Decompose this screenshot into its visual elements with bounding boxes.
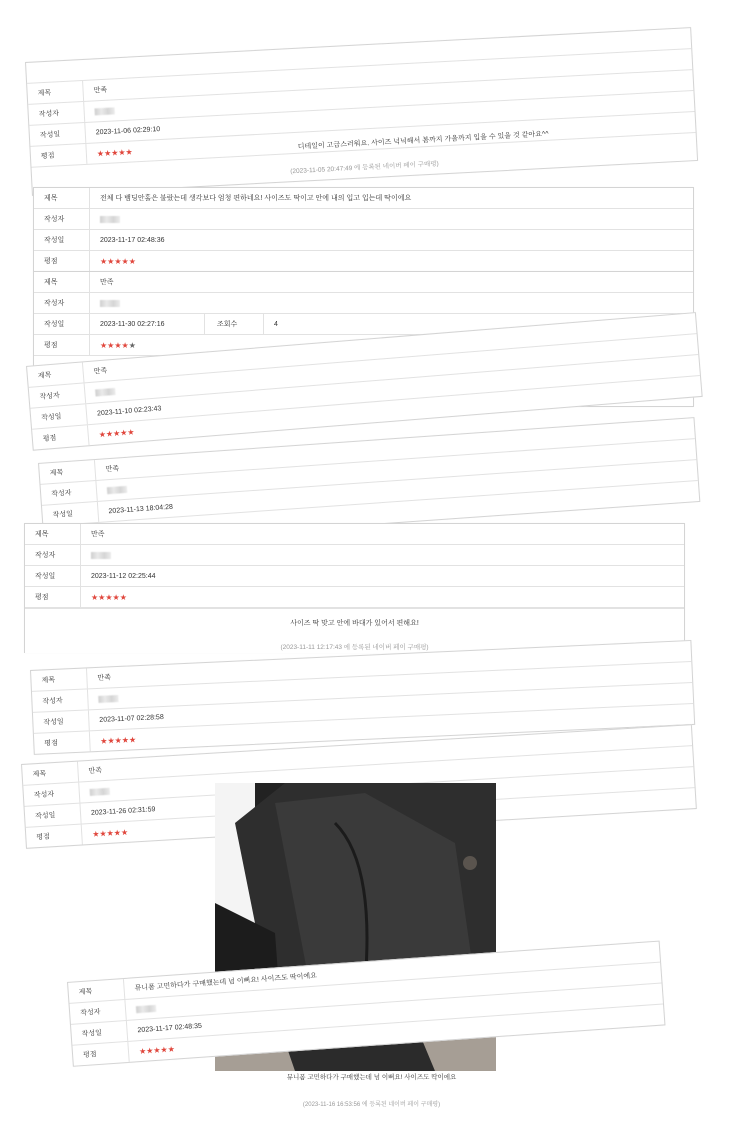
rating-label: 평점 xyxy=(30,144,87,167)
rating-stars: ★★★★★ xyxy=(138,1044,176,1056)
rating-label: 평점 xyxy=(26,825,83,848)
date-value: 2023-11-07 02:28:58 xyxy=(99,713,164,724)
rating-stars: ★★★★★ xyxy=(92,827,129,839)
title-row xyxy=(25,524,684,545)
date-row xyxy=(25,566,684,587)
title-row xyxy=(34,272,693,293)
author-blurred xyxy=(98,695,118,703)
rating-label: 평점 xyxy=(34,731,91,754)
photo-registered: (2023-11-16 16:53:56 에 등록된 네이버 페이 구매평) xyxy=(302,1102,441,1108)
author-label: 작성자 xyxy=(25,545,81,565)
title-value: 만족 xyxy=(91,531,105,538)
date-label: 작성일 xyxy=(29,123,86,146)
title-value: 만족 xyxy=(100,279,114,286)
review-text: 디테일이 고급스러워요. 사이즈 넉넉해서 봄까지 가을까지 입을 수 있을 것 같아요^^ xyxy=(297,130,549,151)
date-value: 2023-11-30 02:27:16 xyxy=(100,320,165,328)
author-row xyxy=(25,545,684,566)
title-label: 제목 xyxy=(31,668,88,691)
review-card xyxy=(33,187,694,272)
rating-stars: ★★★★★ xyxy=(100,256,136,266)
author-label: 작성자 xyxy=(41,481,98,505)
author-blurred xyxy=(100,300,120,307)
author-blurred xyxy=(95,387,115,396)
rating-stars: ★★★★★ xyxy=(100,734,137,746)
rating-stars xyxy=(90,341,136,350)
photo-caption: 뮤니폼 고민하다가 구매했는데 넘 이뻐요! 사이즈도 딱이에요 xyxy=(286,1074,457,1081)
author-blurred xyxy=(107,485,127,493)
author-blurred xyxy=(100,216,120,223)
date-label: 작성일 xyxy=(30,404,87,428)
author-row xyxy=(34,293,693,314)
title-label: 제목 xyxy=(25,524,81,544)
author-label: 작성자 xyxy=(29,383,86,407)
title-value: 만족 xyxy=(88,767,103,776)
date-label: 작성일 xyxy=(71,1021,128,1045)
rating-stars: ★★★★★ xyxy=(91,592,127,602)
date-row xyxy=(34,230,693,251)
title-label: 제목 xyxy=(27,362,84,386)
title-label: 제목 xyxy=(27,81,84,104)
author-label: 작성자 xyxy=(28,102,85,125)
date-label: 작성일 xyxy=(25,566,81,586)
author-blurred xyxy=(136,1004,156,1012)
title-value: 만족 xyxy=(105,465,120,474)
title-value: 뮤니폼 고민하다가 구매했는데 넘 이뻐요! 사이즈도 딱이에요 xyxy=(134,972,318,993)
rating-label: 평점 xyxy=(25,587,81,607)
date-value: 2023-11-13 18:04:28 xyxy=(108,503,174,515)
title-label: 제목 xyxy=(68,979,125,1003)
review-text: 사이즈 딱 맞고 안에 바대가 있어서 편해요! xyxy=(290,620,419,627)
date-value: 2023-11-12 02:25:44 xyxy=(91,572,156,580)
author-label: 작성자 xyxy=(23,783,80,806)
title-label: 제목 xyxy=(39,460,96,484)
title-value: 전체 다 뱀딩안홀은 불랐는데 생각보다 엄청 편하네요! 사이즈도 딱이고 안에 내의 입고 입는데 딱이에요 xyxy=(100,195,412,202)
review-card xyxy=(24,523,685,653)
rating-stars: ★★★★★ xyxy=(96,146,133,158)
title-value: 만족 xyxy=(97,674,112,682)
title-value: 만족 xyxy=(93,86,108,95)
title-label: 제목 xyxy=(34,188,90,208)
views-label: 조회수 xyxy=(204,314,264,334)
title-value: 만족 xyxy=(93,367,108,376)
review-card xyxy=(25,27,698,196)
title-label: 제목 xyxy=(22,762,79,785)
date-label: 작성일 xyxy=(25,804,82,827)
author-blurred xyxy=(94,107,114,115)
review-registered: (2023-11-11 12:17:43 에 등록된 네이버 페이 구매평) xyxy=(280,644,429,651)
author-label: 작성자 xyxy=(32,689,89,712)
views-value: 4 xyxy=(274,320,278,328)
date-value: 2023-11-26 02:31:59 xyxy=(90,805,156,817)
rating-stars: ★★★★★ xyxy=(98,427,135,439)
rating-row xyxy=(34,251,693,271)
author-row xyxy=(34,209,693,230)
stars-on: ★★★★ xyxy=(100,340,129,350)
date-label: 작성일 xyxy=(33,710,90,733)
author-label: 작성자 xyxy=(70,1000,127,1024)
review-registered: (2023-11-05 20:47:49 에 등록된 네이버 페이 구매평) xyxy=(290,160,439,176)
date-label: 작성일 xyxy=(34,314,90,334)
rating-label: 평점 xyxy=(34,251,90,271)
author-label: 작성자 xyxy=(34,209,90,229)
date-value: 2023-11-10 02:23:43 xyxy=(96,404,162,417)
author-label: 작성자 xyxy=(34,293,90,313)
title-row xyxy=(34,188,693,209)
date-value: 2023-11-17 02:48:36 xyxy=(100,236,165,244)
stars-off: ★ xyxy=(128,340,136,350)
author-blurred xyxy=(90,787,110,795)
rating-label: 평점 xyxy=(72,1042,129,1066)
date-label: 작성일 xyxy=(42,502,99,526)
date-label: 작성일 xyxy=(34,230,90,250)
date-value: 2023-11-06 02:29:10 xyxy=(95,125,161,136)
date-value: 2023-11-17 02:48:35 xyxy=(137,1022,203,1034)
author-blurred xyxy=(91,552,111,559)
rating-label: 평점 xyxy=(32,425,89,449)
rating-row xyxy=(25,587,684,608)
rating-label: 평점 xyxy=(34,335,90,355)
title-label: 제목 xyxy=(34,272,90,292)
